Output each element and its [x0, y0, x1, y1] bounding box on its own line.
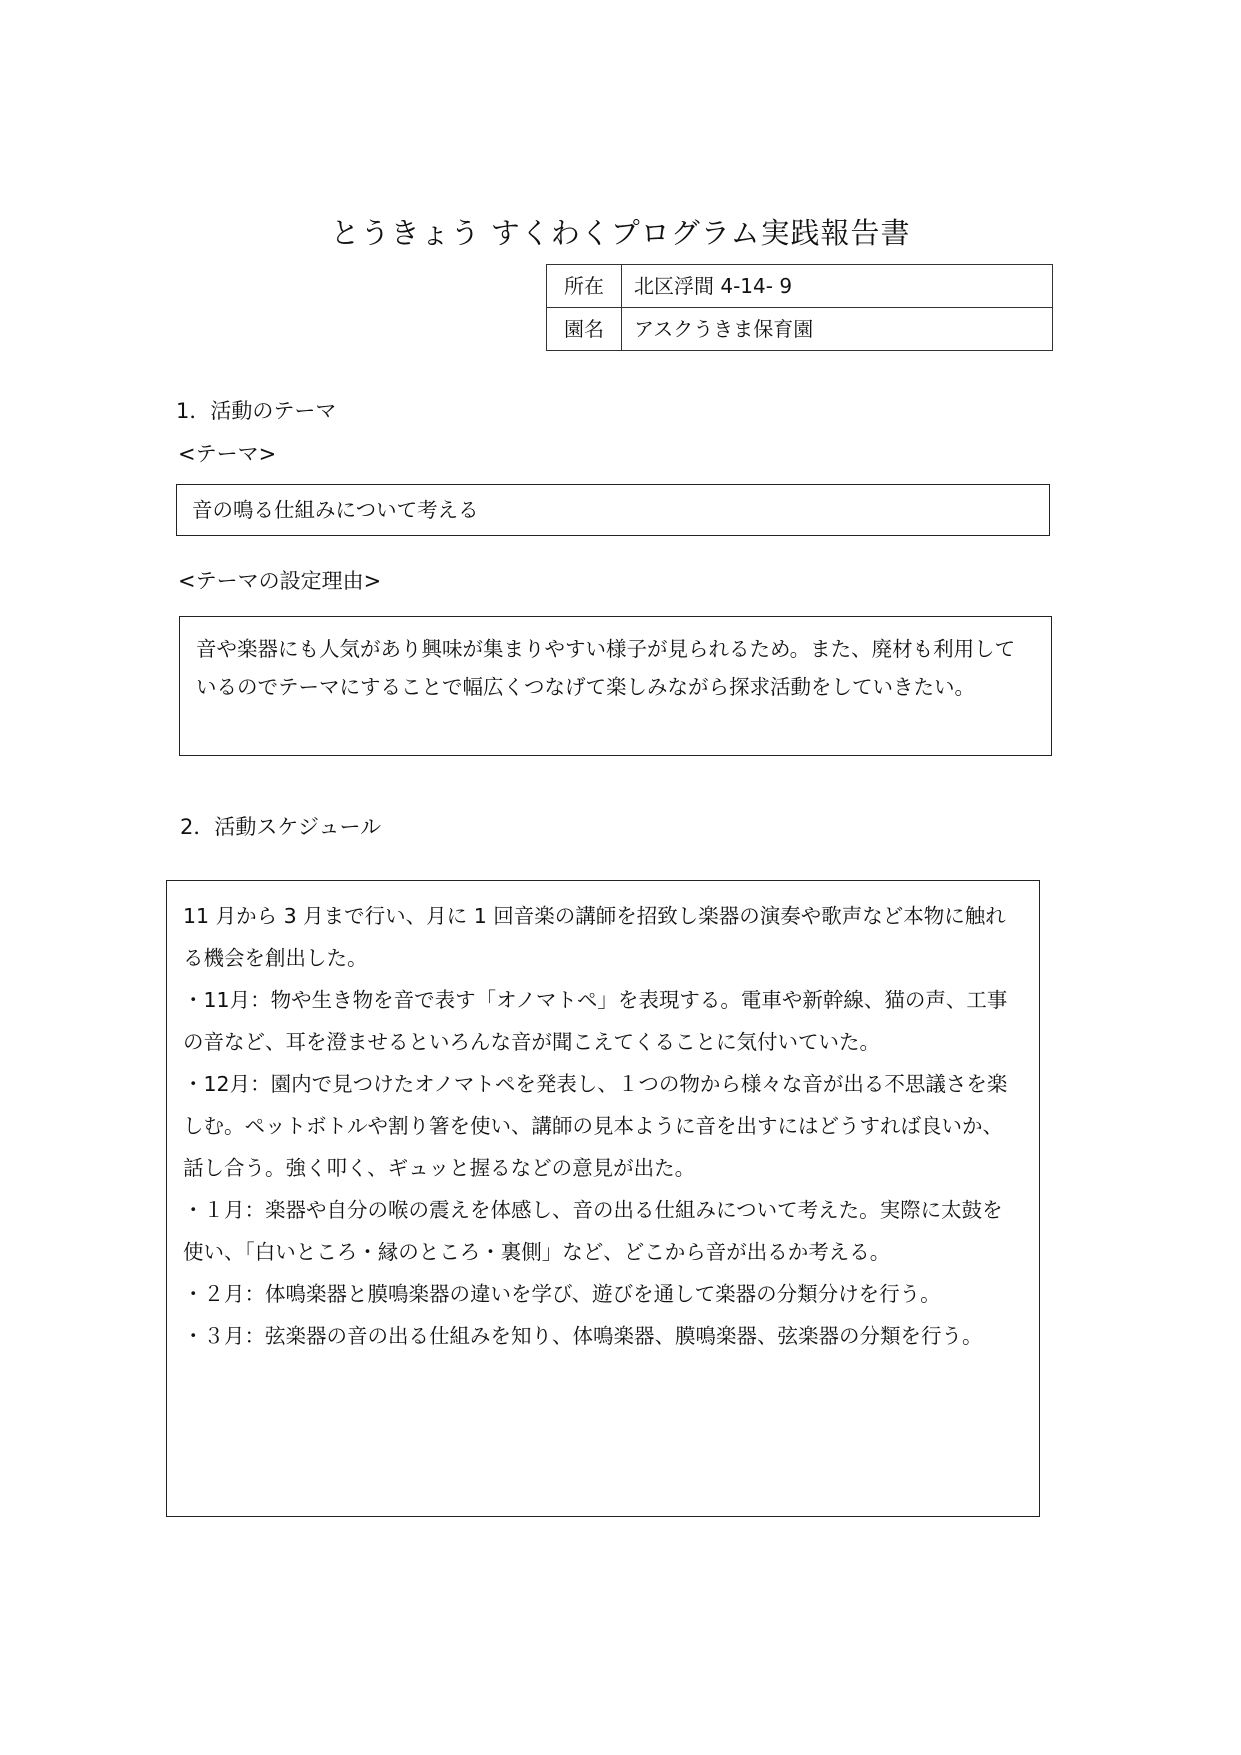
reason-label: <テーマの設定理由> [178, 569, 382, 593]
schedule-intro: 11 月から 3 月まで行い、月に 1 回音楽の講師を招致し楽器の演奏や歌声など本物に触れる機会を創出した。 [183, 904, 1006, 970]
name-value: アスクうきま保育園 [622, 308, 1053, 351]
location-row [547, 265, 1053, 308]
reason-box [179, 616, 1052, 756]
schedule-box [166, 880, 1040, 1517]
section2-heading: 2．活動スケジュール [180, 815, 382, 839]
theme-text: 音の鳴る仕組みについて考える [192, 498, 479, 522]
schedule-item-mar: ・３月：弦楽器の音の出る仕組みを知り、体鳴楽器、膜鳴楽器、弦楽器の分類を行う。 [183, 1324, 983, 1348]
schedule-item-jan: ・１月：楽器や自分の喉の震えを体感し、音の出る仕組みについて考えた。実際に太鼓を使い、「白いところ・縁のところ・裏側」など、どこから音が出るか考える。 [183, 1198, 1003, 1264]
info-table [546, 264, 1053, 351]
location-label: 所在 [547, 265, 622, 308]
name-row [547, 308, 1053, 351]
schedule-item-dec: ・12月：園内で見つけたオノマトペを発表し、１つの物から様々な音が出る不思議さを楽しむ。ペットボトルや割り箸を使い、講師の見本ように音を出すにはどうすれば良いか、話し合う。強く叩く、ギュッと握るなどの意見が出た。 [183, 1072, 1008, 1180]
schedule-item-feb: ・２月：体鳴楽器と膜鳴楽器の違いを学び、遊びを通して楽器の分類分けを行う。 [183, 1282, 941, 1306]
document-title: とうきょう すくわくプログラム実践報告書 [330, 216, 911, 250]
section1-heading: 1．活動のテーマ [176, 399, 337, 423]
location-value: 北区浮間 4-14- 9 [622, 265, 1053, 308]
theme-box [176, 484, 1050, 536]
theme-label: <テーマ> [178, 442, 277, 466]
name-label: 園名 [547, 308, 622, 351]
schedule-item-nov: ・11月：物や生き物を音で表す「オノマトペ」を表現する。電車や新幹線、猫の声、工事の音など、耳を澄ませるといろんな音が聞こえてくることに気付いていた。 [183, 988, 1008, 1054]
reason-text: 音や楽器にも人気があり興味が集まりやすい様子が見られるため。また、廃材も利用しているのでテーマにすることで幅広くつなげて楽しみながら探求活動をしていきたい。 [196, 637, 1016, 699]
